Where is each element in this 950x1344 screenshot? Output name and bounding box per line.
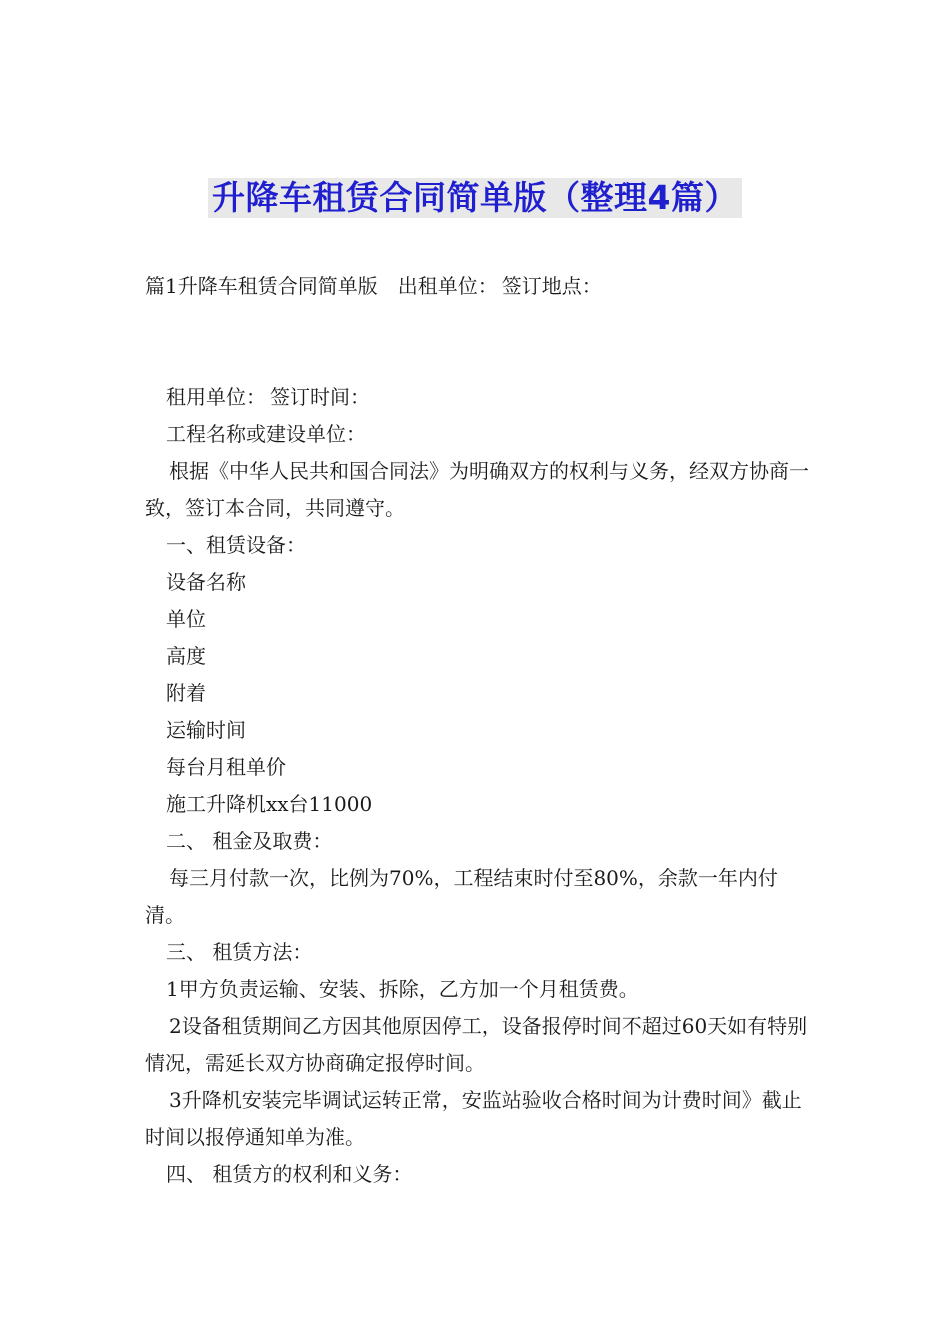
equipment-item: 运输时间 [166, 718, 246, 742]
document-body [145, 268, 810, 1193]
sign-time-label: 签订时间： [270, 385, 370, 409]
equipment-item: 每台月租单价 [166, 755, 286, 779]
equipment-item: 设备名称 [166, 570, 246, 594]
project-line: 工程名称或建设单位： [166, 422, 366, 446]
section2-heading: 二、 租金及取费： [166, 829, 333, 853]
lessor-label: 出租单位： [397, 274, 498, 298]
lessee-line [145, 379, 810, 416]
equipment-item: 附着 [166, 681, 206, 705]
part-label: 篇1升降车租赁合同简单版 [145, 274, 378, 298]
section2-text: 每三月付款一次，比例为70%，工程结束时付至80%，余款一年内付清。 [145, 866, 778, 927]
section1-heading: 一、租赁设备： [166, 533, 306, 557]
equipment-item: 单位 [166, 607, 206, 631]
section3-item-3: 3升降机安装完毕调试运转正常，安监站验收合格时间为计费时间》截止时间以报停通知单为准。 [145, 1088, 802, 1149]
title-container [0, 178, 950, 218]
section4-heading: 四、 租赁方的权利和义务： [166, 1162, 413, 1186]
section3-item-1: 1甲方负责运输、安装、拆除，乙方加一个月租赁费。 [166, 977, 639, 1001]
document-title: 升降车租赁合同简单版（整理4篇） [208, 178, 742, 218]
equipment-item: 高度 [166, 644, 206, 668]
preamble-paragraph: 根据《中华人民共和国合同法》为明确双方的权利与义务，经双方协商一致，签订本合同，共同遵守。 [145, 459, 809, 520]
sign-place-label: 签订地点： [501, 274, 602, 298]
part-header-line [145, 268, 810, 305]
section3-item-2: 2设备租赁期间乙方因其他原因停工，设备报停时间不超过60天如有特别情况，需延长双方协商确定报停时间。 [145, 1014, 808, 1075]
lessee-label: 租用单位： [166, 385, 266, 409]
section3-heading: 三、 租赁方法： [166, 940, 313, 964]
equipment-item: 施工升降机xx台11000 [166, 792, 373, 816]
spacer [145, 305, 810, 379]
